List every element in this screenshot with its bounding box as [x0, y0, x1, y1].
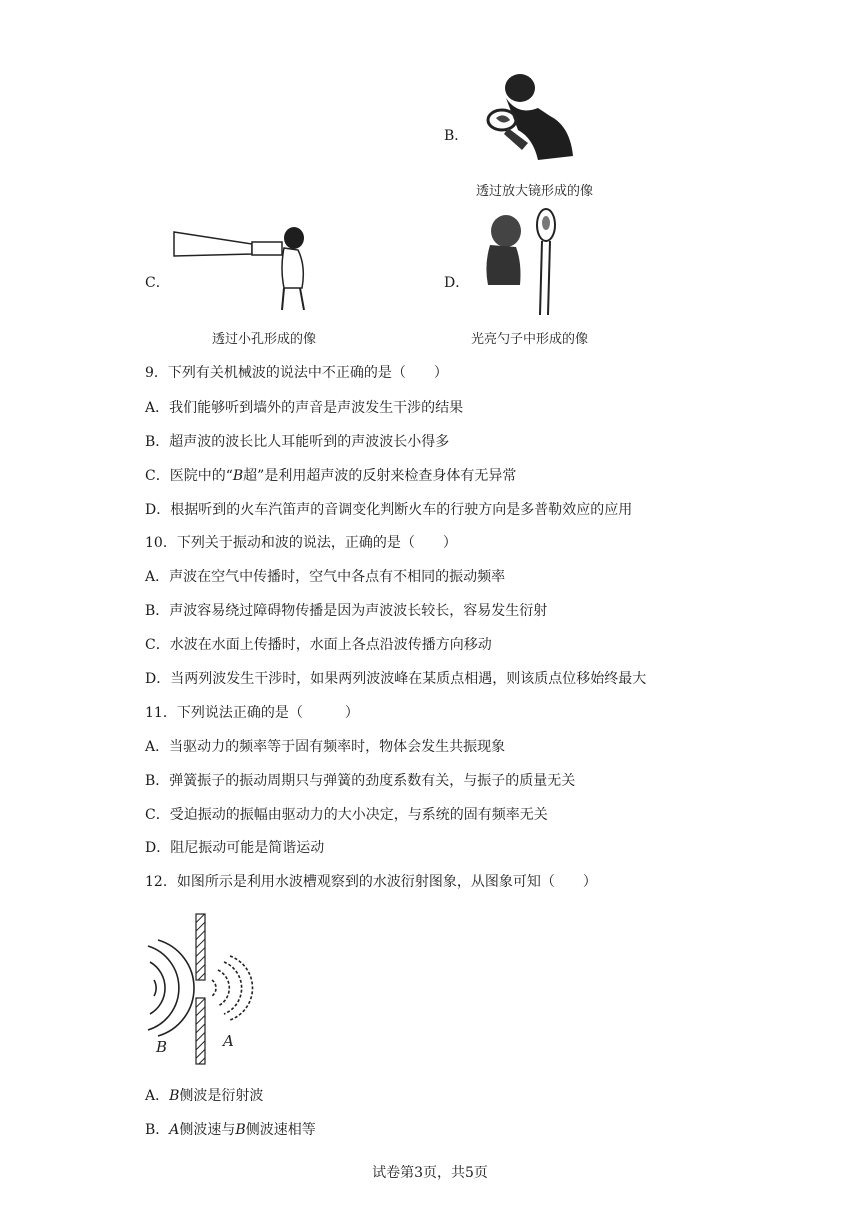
fig-label-left: B: [156, 1038, 168, 1056]
q12-a-post: 侧波是衍射波: [179, 1088, 264, 1104]
q9-c-var: B: [232, 468, 244, 484]
q11-option-c: C．受迫振动的振幅由驱动力的大小决定，与系统的固有频率无关: [145, 807, 548, 823]
option-b-label: B．: [444, 128, 469, 144]
q12-a-pre: A．: [145, 1088, 170, 1104]
q12-b-var2: B: [235, 1122, 246, 1138]
q10-option-d: D．当两列波发生干涉时，如果两列波波峰在某质点相遇，则该质点位移始终最大: [145, 671, 647, 687]
water-wave-diffraction-figure: [140, 910, 260, 1070]
option-c-label: C．: [145, 275, 170, 291]
q9-option-c: [145, 466, 516, 486]
magnifier-person-figure: [478, 68, 588, 178]
spoon-reflection-figure: [480, 205, 570, 325]
q10-option-a: A．声波在空气中传播时，空气中各点有不相同的振动频率: [145, 569, 506, 585]
q12-b-pre: B．: [145, 1122, 170, 1138]
pinhole-telescope-figure: [172, 218, 332, 318]
option-d-label: D．: [444, 275, 470, 291]
q12-b-post: 侧波速相等: [245, 1122, 316, 1138]
q10-stem: 10．下列关于振动和波的说法，正确的是（ ）: [145, 535, 457, 551]
q9-c-pre: C．医院中的“: [145, 468, 233, 484]
q12-b-mid: 侧波速与: [179, 1122, 236, 1138]
q11-option-d: D．阻尼振动可能是简谐运动: [145, 840, 325, 856]
barrier-lower: [196, 998, 205, 1064]
q12-a-var: B: [169, 1088, 180, 1104]
q10-option-b: B．声波容易绕过障碍物传播是因为声波波长较长，容易发生衍射: [145, 603, 548, 619]
q12-option-b: [145, 1120, 316, 1140]
q9-option-d: D．根据听到的火车汽笛声的音调变化判断火车的行驶方向是多普勒效应的应用: [145, 502, 633, 518]
q9-stem: 9．下列有关机械波的说法中不正确的是（ ）: [145, 365, 448, 381]
option-b-caption: 透过放大镜形成的像: [476, 184, 594, 199]
q12-stem: 12．如图所示是利用水波槽观察到的水波衍射图象，从图象可知（ ）: [145, 874, 597, 890]
page-footer: 试卷第3页，共5页: [372, 1165, 488, 1181]
q11-stem: 11．下列说法正确的是（ ）: [145, 705, 359, 721]
q9-c-post: 超”是利用超声波的反射来检查身体有无异常: [243, 468, 517, 484]
option-d-caption: 光亮勺子中形成的像: [471, 332, 589, 347]
option-c-caption: 透过小孔形成的像: [212, 332, 317, 347]
q12-option-a: [145, 1086, 263, 1106]
fig-label-right: A: [223, 1032, 234, 1050]
q12-b-var1: A: [169, 1122, 180, 1138]
barrier-upper: [196, 914, 205, 980]
q9-option-a: A．我们能够听到墙外的声音是声波发生干涉的结果: [145, 400, 464, 416]
q11-option-a: A．当驱动力的频率等于固有频率时，物体会发生共振现象: [145, 739, 506, 755]
q10-option-c: C．水波在水面上传播时，水面上各点沿波传播方向移动: [145, 637, 492, 653]
q11-option-b: B．弹簧振子的振动周期只与弹簧的劲度系数有关，与振子的质量无关: [145, 773, 576, 789]
q9-option-b: B．超声波的波长比人耳能听到的声波波长小得多: [145, 434, 450, 450]
